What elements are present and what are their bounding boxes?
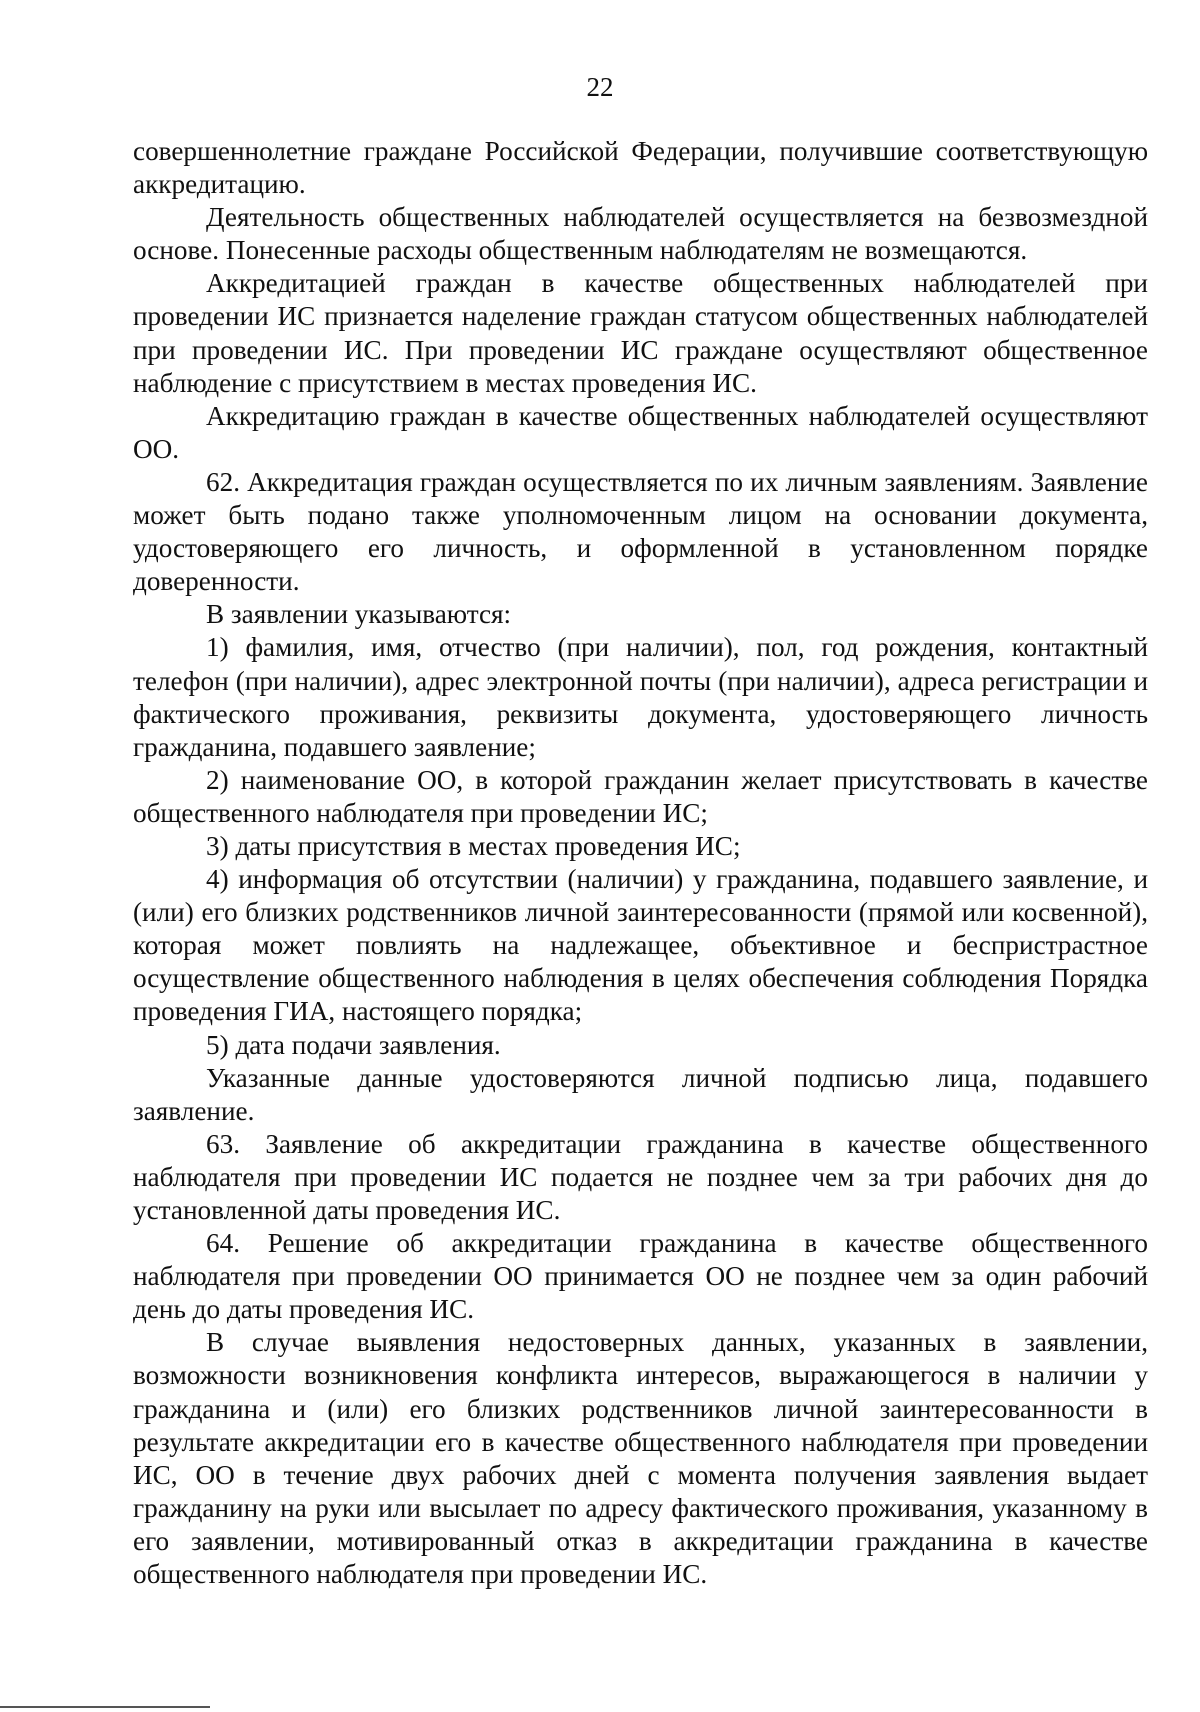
paragraph-application-contents: В заявлении указываются: (206, 599, 512, 630)
paragraph-signature: Указанные данные удостоверяются личной подписью лица, подавшего заявление. (133, 1062, 1148, 1126)
paragraph-accreditation-by-oo: Аккредитацию граждан в качестве общественных наблюдателей осуществляют ОО. (133, 400, 1148, 464)
bottom-divider (0, 1706, 210, 1708)
list-item-3: 3) даты присутствия в местах проведения ИС; (206, 830, 741, 861)
paragraph-item-64: 64. Решение об аккредитации гражданина в качестве общественного наблюдателя при проведении ОО принимается ОО не позднее чем за один рабочий день до даты проведения ИС. (133, 1228, 1148, 1325)
paragraph-eligible-citizens: совершеннолетние граждане Российской Федерации, получившие соответствующую аккредитацию. (133, 136, 1148, 200)
document-body (133, 135, 1148, 1591)
paragraph-accreditation-definition: Аккредитацией граждан в качестве общественных наблюдателей при проведении ИС признается наделение граждан статусом общественных наблюдателей при проведении ИС. При проведении ИС граждане осуществляют общественное наблюдение с присутствием в местах проведения ИС. (133, 268, 1148, 398)
paragraph-refusal: В случае выявления недостоверных данных, указанных в заявлении, возможности возникновения конфликта интересов, выражающегося в наличии у гражданина и (или) его близких родственников личной заинтересованности в результате аккредитации его в качестве общественного наблюдателя при проведении ИС, ОО в течение двух рабочих дней с момента получения заявления выдает гражданину на руки или высылает по адресу фактического проживания, указанному в его заявлении, мотивированный отказ в аккредитации гражданина в качестве общественного наблюдателя при проведении ИС. (133, 1327, 1148, 1590)
list-item-4: 4) информация об отсутствии (наличии) у гражданина, подавшего заявление, и (или) его близких родственников личной заинтересованности (прямой или косвенной), которая может повлиять на надлежащее, объективное и беспристрастное осуществление общественного наблюдения в целях обеспечения соблюдения Порядка проведения ГИА, настоящего порядка; (133, 864, 1148, 1027)
list-item-2: 2) наименование ОО, в которой гражданин желает присутствовать в качестве общественного наблюдателя при проведении ИС; (133, 764, 1148, 828)
paragraph-free-of-charge: Деятельность общественных наблюдателей осуществляется на безвозмездной основе. Понесенные расходы общественным наблюдателям не возмещаются. (133, 202, 1148, 266)
page-number: 22 (586, 72, 614, 102)
paragraph-item-62: 62. Аккредитация граждан осуществляется по их личным заявлениям. Заявление может быть подано также уполномоченным лицом на основании документа, удостоверяющего его личность, и оформленной в установленном порядке доверенности. (133, 466, 1148, 597)
list-item-1: 1) фамилия, имя, отчество (при наличии), пол, год рождения, контактный телефон (при наличии), адрес электронной почты (при наличии), адреса регистрации и фактического проживания, реквизиты документа, удостоверяющего личность гражданина, подавшего заявление; (133, 632, 1148, 762)
list-item-5: 5) дата подачи заявления. (206, 1029, 501, 1060)
paragraph-item-63: 63. Заявление об аккредитации гражданина в качестве общественного наблюдателя при проведении ИС подается не позднее чем за три рабочих дня до установленной даты проведения ИС. (133, 1128, 1148, 1225)
